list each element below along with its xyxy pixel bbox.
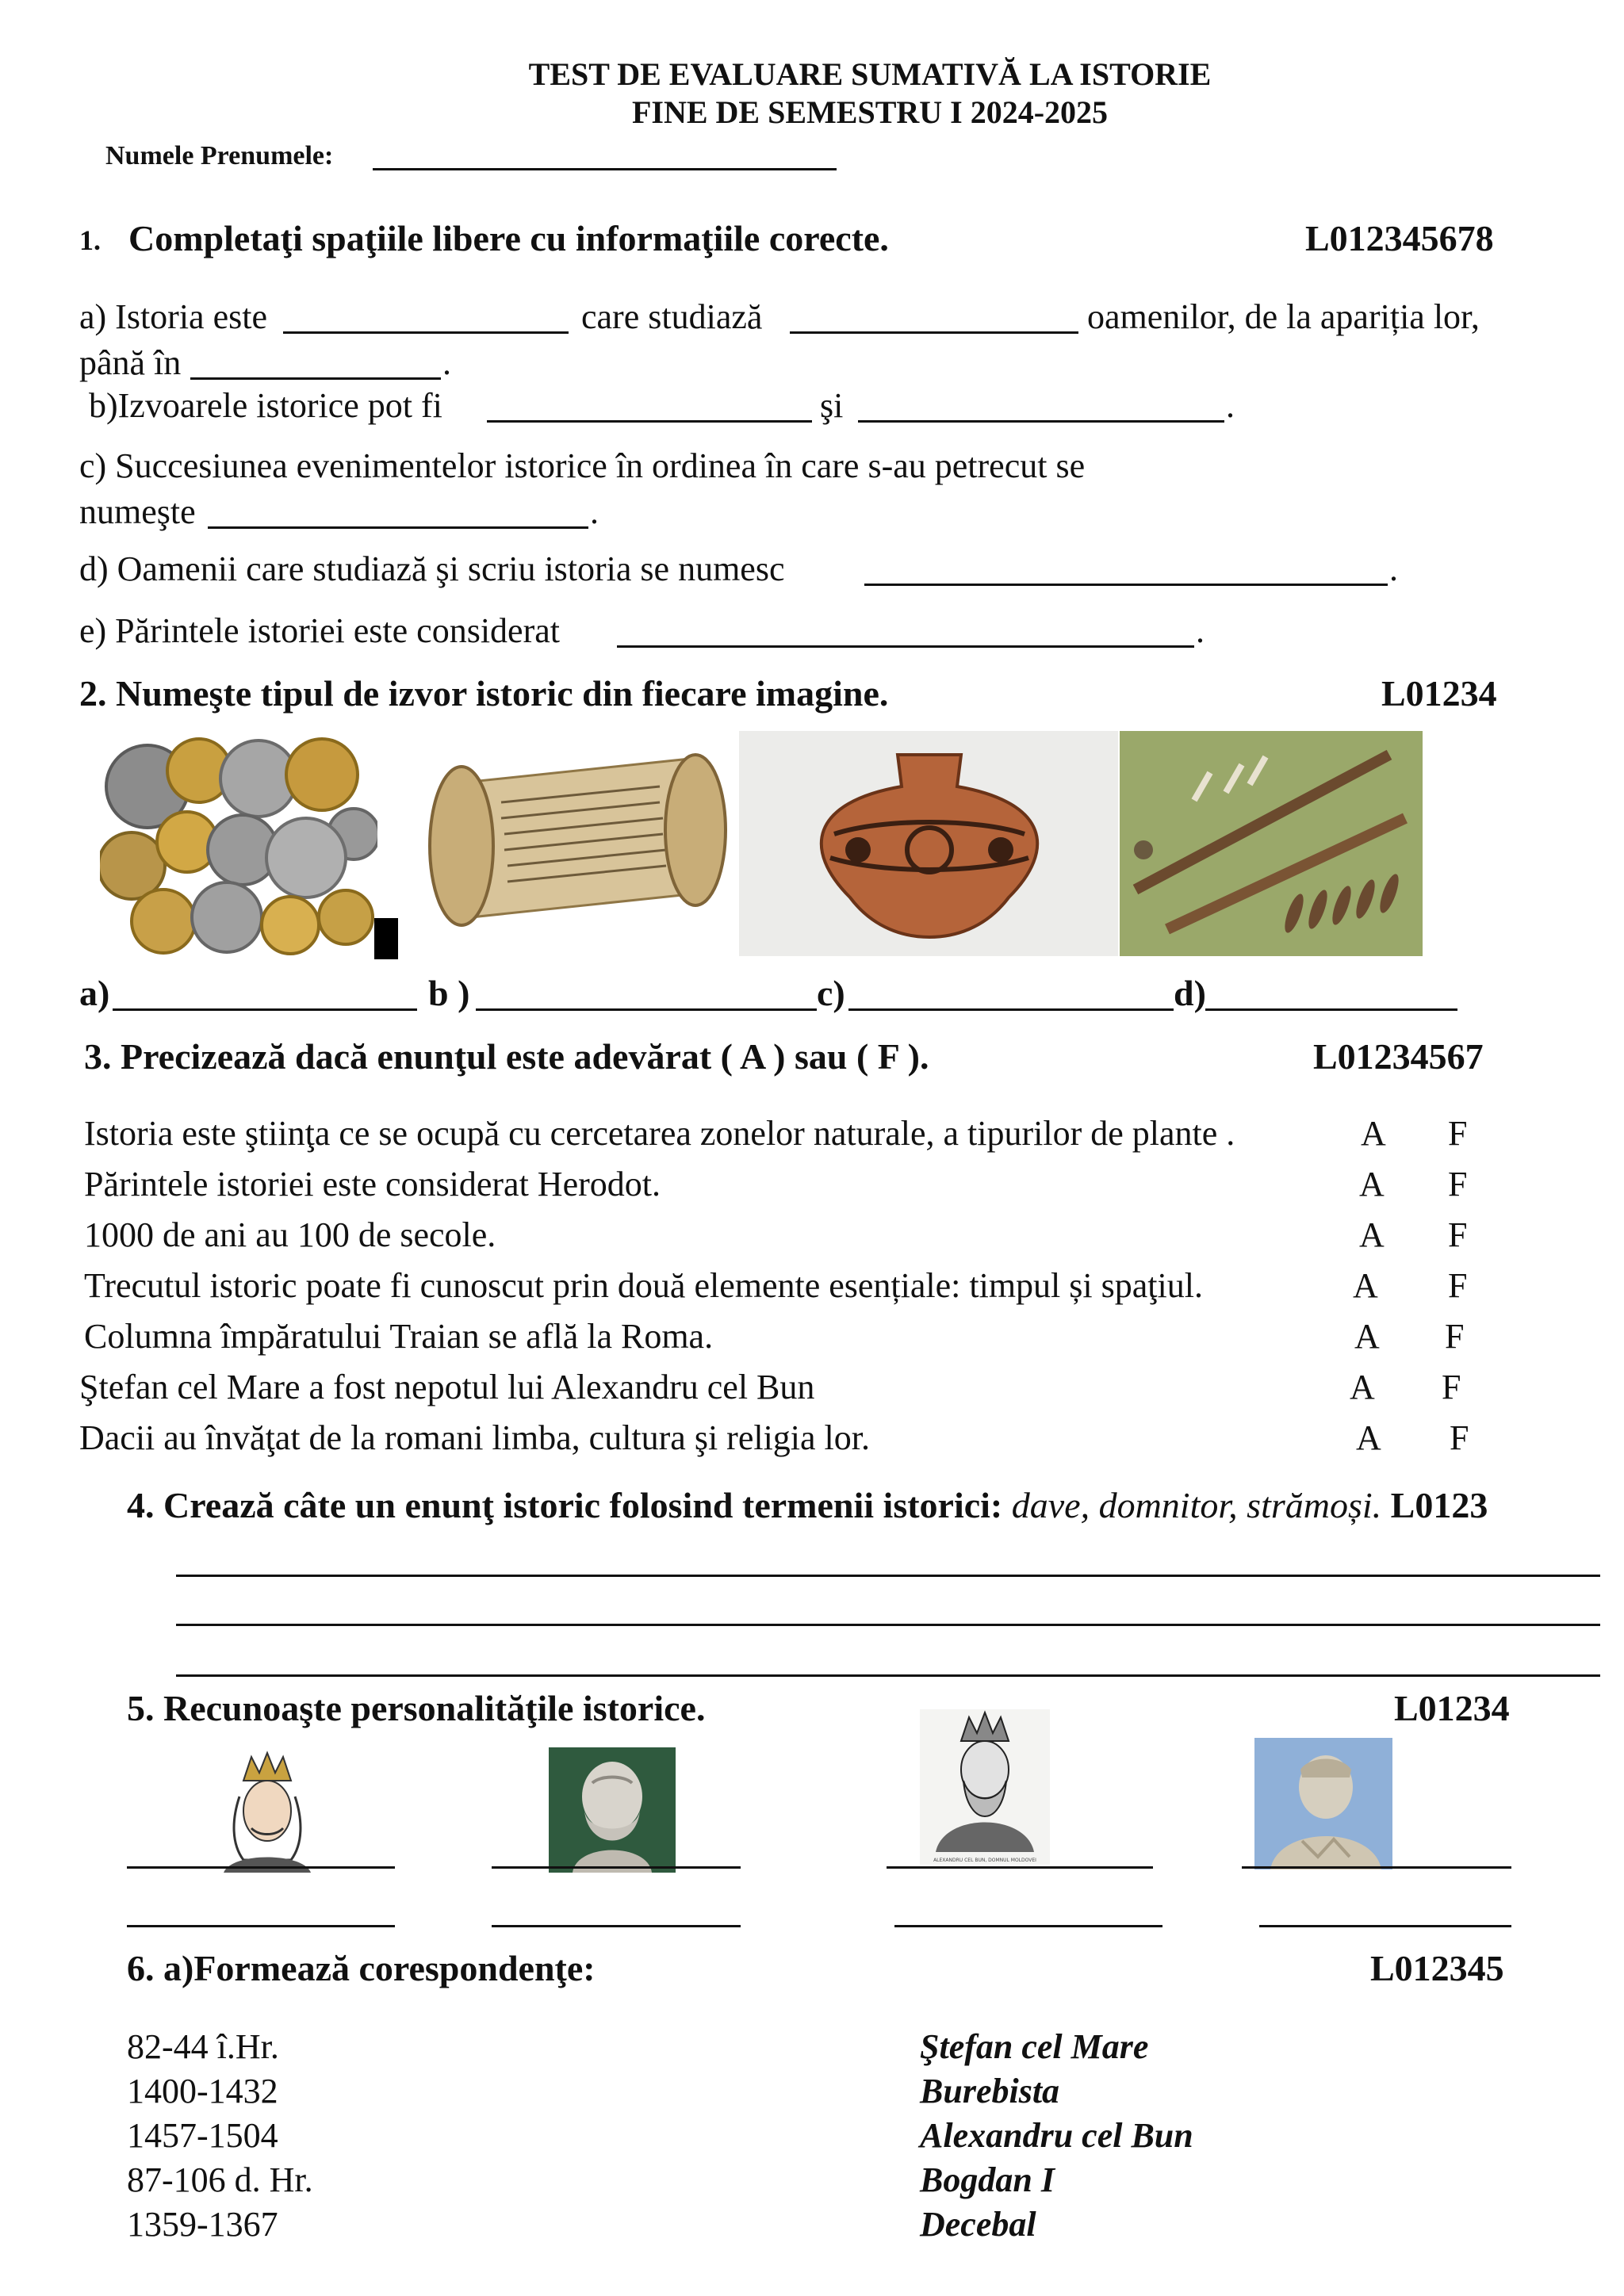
q3-false-5[interactable]: F <box>1445 1317 1465 1356</box>
q3-false-7[interactable]: F <box>1450 1418 1469 1457</box>
q6-date-1[interactable]: 82-44 î.Hr. <box>127 2027 279 2066</box>
q1e-text: e) Părintele istoriei este considerat <box>79 611 560 650</box>
q6-date-4[interactable]: 87-106 d. Hr. <box>127 2160 313 2199</box>
q1e-period: . <box>1196 611 1205 650</box>
q1c-blank[interactable] <box>208 526 588 529</box>
q6-score: L012345 <box>1370 1948 1504 1988</box>
q6-date-3[interactable]: 1457-1504 <box>127 2116 278 2155</box>
q3-false-1[interactable]: F <box>1448 1114 1468 1153</box>
q3-statement-7: Dacii au învăţat de la romani limba, cultura şi religia lor. <box>79 1418 871 1457</box>
q2-label-c: c) <box>817 973 845 1013</box>
q2-label-a: a) <box>79 973 110 1013</box>
name-label: Numele Prenumele: <box>105 141 334 170</box>
q5-score: L01234 <box>1394 1688 1510 1728</box>
q4-title: 4. Crează câte un enunţ istoric folosind termenii istorici: <box>127 1485 1003 1525</box>
q2-answer-c[interactable] <box>848 1008 1174 1011</box>
q1a-blank-2[interactable] <box>790 331 1078 334</box>
portrait-4-image <box>1254 1738 1392 1869</box>
q6-name-3[interactable]: Alexandru cel Bun <box>920 2116 1193 2155</box>
q6-date-5[interactable]: 1359-1367 <box>127 2205 278 2244</box>
q6-name-5[interactable]: Decebal <box>920 2205 1036 2244</box>
portrait-3-image <box>920 1709 1050 1865</box>
q3-false-2[interactable]: F <box>1448 1165 1468 1203</box>
q3-true-7[interactable]: A <box>1356 1418 1381 1457</box>
q1a-blank-1[interactable] <box>283 331 569 334</box>
portrait-3-caption: ALEXANDRU CEL BUN, DOMNUL MOLDOVEI <box>933 1858 1036 1863</box>
q1c-period: . <box>590 492 599 531</box>
q5-answer-2a[interactable] <box>492 1866 741 1869</box>
q3-score: L01234567 <box>1313 1036 1484 1077</box>
redaction-mark <box>374 918 398 959</box>
q3-statement-6: Ştefan cel Mare a fost nepotul lui Alexandru cel Bun <box>79 1368 815 1406</box>
q3-true-2[interactable]: A <box>1359 1165 1385 1203</box>
q4-terms: dave, domnitor, strămoși. <box>1011 1485 1382 1525</box>
q3-false-3[interactable]: F <box>1448 1215 1468 1254</box>
q1a-text-2: care studiază <box>581 297 763 336</box>
coins-image <box>100 731 377 961</box>
q3-statement-2: Părintele istoriei este considerat Herodot. <box>84 1165 661 1203</box>
q6-title: 6. a)Formează corespondenţe: <box>127 1948 596 1988</box>
q3-false-6[interactable]: F <box>1442 1368 1461 1406</box>
q2-label-d: d) <box>1174 973 1206 1013</box>
scroll-image <box>422 731 734 945</box>
q1a-text-1: a) Istoria este <box>79 297 267 336</box>
q3-true-5[interactable]: A <box>1354 1317 1380 1356</box>
vase-image <box>739 731 1118 956</box>
test-title: TEST DE EVALUARE SUMATIVĂ LA ISTORIE <box>528 56 1212 92</box>
q6-date-2[interactable]: 1400-1432 <box>127 2072 278 2110</box>
q1d-period: . <box>1389 549 1398 588</box>
q5-answer-1b[interactable] <box>127 1925 395 1927</box>
q6-name-1[interactable]: Ştefan cel Mare <box>920 2027 1149 2066</box>
q3-title: 3. Precizează dacă enunţul este adevărat ( A ) sau ( F ). <box>84 1036 929 1077</box>
q1d-blank[interactable] <box>864 584 1388 586</box>
q1c-text-1: c) Succesiunea evenimentelor istorice în ordinea în care s-au petrecut se <box>79 446 1086 485</box>
q1a-blank-3[interactable] <box>190 377 441 380</box>
q1-number: 1. <box>79 224 101 256</box>
portrait-1-image <box>208 1749 327 1873</box>
q1b-blank-1[interactable] <box>487 420 812 423</box>
q1-score: L012345678 <box>1305 218 1494 258</box>
q3-statement-3: 1000 de ani au 100 de secole. <box>84 1215 496 1254</box>
q3-true-6[interactable]: A <box>1350 1368 1375 1406</box>
q2-answer-d[interactable] <box>1205 1008 1457 1011</box>
portrait-2-image <box>549 1747 676 1873</box>
q5-answer-4a[interactable] <box>1242 1866 1511 1869</box>
q3-true-1[interactable]: A <box>1361 1114 1386 1153</box>
q1e-blank[interactable] <box>617 645 1194 648</box>
q1b-text-1: b)Izvoarele istorice pot fi <box>89 386 442 425</box>
q3-false-4[interactable]: F <box>1448 1266 1468 1305</box>
q1d-text: d) Oamenii care studiază şi scriu istoria se numesc <box>79 549 785 588</box>
q3-true-4[interactable]: A <box>1353 1266 1378 1305</box>
q6-name-4[interactable]: Bogdan I <box>920 2160 1055 2199</box>
q4-score: L0123 <box>1390 1485 1488 1525</box>
q4-heading <box>127 1484 1488 1526</box>
q3-statement-4: Trecutul istoric poate fi cunoscut prin două elemente esențiale: timpul și spaţiul. <box>84 1266 1203 1305</box>
q1a-text-4: până în <box>79 343 182 382</box>
test-subtitle: FINE DE SEMESTRU I 2024-2025 <box>631 94 1109 130</box>
name-field[interactable] <box>373 168 837 170</box>
q5-title: 5. Recunoaşte personalităţile istorice. <box>127 1688 706 1728</box>
q1b-text-2: şi <box>820 386 844 425</box>
q3-true-3[interactable]: A <box>1359 1215 1385 1254</box>
q2-answer-a[interactable] <box>113 1008 417 1011</box>
q2-answer-b[interactable] <box>476 1008 817 1011</box>
q1a-text-3: oamenilor, de la apariția lor, <box>1087 297 1480 336</box>
q4-answer-line-2[interactable] <box>176 1624 1600 1626</box>
q1c-text-2: numeşte <box>79 492 196 531</box>
q2-title: 2. Numeşte tipul de izvor istoric din fiecare imagine. <box>79 673 889 714</box>
q5-answer-2b[interactable] <box>492 1925 741 1927</box>
q1a-period: . <box>442 343 451 382</box>
q6-name-2[interactable]: Burebista <box>920 2072 1060 2110</box>
q3-statement-1: Istoria este ştiinţa ce se ocupă cu cercetarea zonelor naturale, a tipurilor de plante . <box>84 1114 1235 1153</box>
q1-title: Completaţi spaţiile libere cu informaţiile corecte. <box>128 218 889 258</box>
weapons-image <box>1120 731 1423 956</box>
q5-answer-1a[interactable] <box>127 1866 395 1869</box>
q5-answer-3a[interactable] <box>887 1866 1153 1869</box>
q2-score: L01234 <box>1381 673 1497 714</box>
q3-statement-5: Columna împăratului Traian se află la Roma. <box>84 1317 714 1356</box>
q5-answer-4b[interactable] <box>1259 1925 1511 1927</box>
q1b-blank-2[interactable] <box>858 420 1224 423</box>
q1b-period: . <box>1226 386 1235 425</box>
q2-label-b: b ) <box>428 973 470 1013</box>
q4-answer-line-1[interactable] <box>176 1575 1600 1577</box>
q5-answer-3b[interactable] <box>894 1925 1162 1927</box>
q4-answer-line-3[interactable] <box>176 1674 1600 1677</box>
